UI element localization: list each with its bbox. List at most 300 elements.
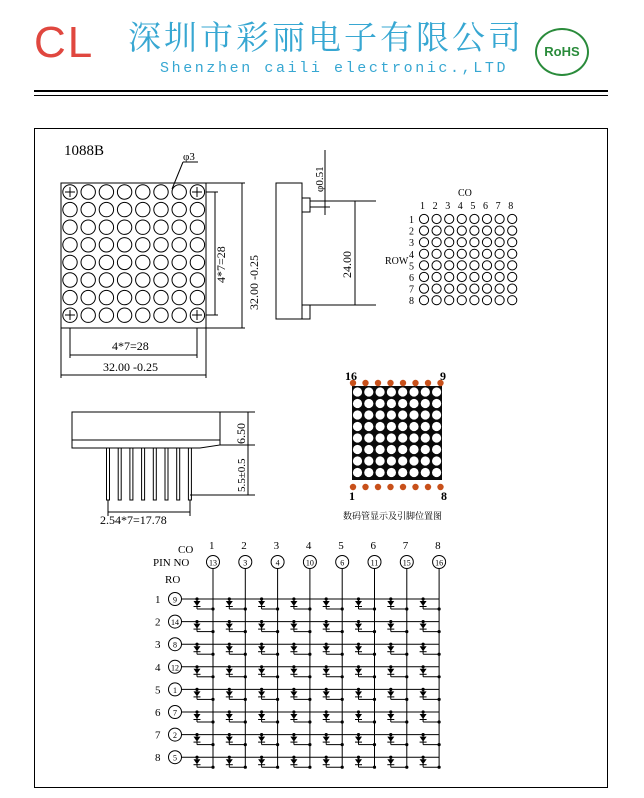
schematic-junction	[341, 675, 344, 678]
schematic-led-diode	[194, 669, 201, 674]
small-grid-row-label: 4	[409, 249, 414, 261]
photo-pin-pad-bottom	[412, 484, 418, 490]
schematic-ro-label: RO	[165, 574, 181, 586]
schematic-row-pin: 7	[173, 708, 177, 718]
pin-map-dot	[482, 238, 491, 247]
side-view-body	[276, 183, 302, 319]
front-led-dot	[154, 238, 168, 252]
schematic-led-diode	[420, 601, 427, 606]
photo-led	[421, 433, 430, 442]
pin-map-dot	[445, 296, 454, 305]
photo-pin-pad-top	[412, 380, 418, 386]
front-led-dot	[136, 308, 150, 322]
pin-map-dot	[470, 226, 479, 235]
small-grid-col-label: 2	[432, 201, 438, 212]
schematic-row-number: 1	[155, 594, 161, 606]
schematic-led-diode	[355, 646, 362, 651]
photo-led	[409, 445, 418, 454]
schematic-junction	[276, 630, 279, 633]
photo-pin-pad-top	[375, 380, 381, 386]
schematic-row-number: 5	[155, 684, 161, 697]
front-led-dot	[154, 290, 168, 304]
front-led-dot	[99, 308, 113, 322]
small-grid-row-label: 8	[409, 296, 414, 308]
schematic-led-diode	[420, 624, 427, 629]
schematic-junction	[438, 630, 441, 633]
schematic-junction	[341, 720, 344, 723]
schematic-col-number: 7	[402, 540, 409, 552]
schematic-led-diode	[194, 737, 201, 742]
front-led-dot	[136, 238, 150, 252]
pin-map-dot	[457, 238, 466, 247]
photo-led	[398, 422, 407, 431]
schematic-junction	[276, 653, 279, 656]
pin-map-dot	[445, 238, 454, 247]
pin-map-dot	[470, 272, 479, 281]
pin-map-dot	[432, 296, 441, 305]
front-led-dot	[63, 238, 77, 252]
schematic-led-diode	[290, 737, 297, 742]
pin-map-dot	[482, 226, 491, 235]
small-grid-co-label: CO	[458, 188, 472, 199]
pin-map-dot	[482, 296, 491, 305]
front-led-dot	[154, 308, 168, 322]
photo-led	[364, 456, 373, 465]
photo-led	[376, 468, 385, 477]
inner-dim-h-label: 4*7=28	[112, 339, 149, 353]
schematic-junction	[211, 698, 214, 701]
schematic-junction	[373, 720, 376, 723]
pin-map-dot	[470, 261, 479, 270]
outer-dim-h-label: 32.00 -0.25	[103, 360, 158, 374]
pin-map-dot	[419, 249, 428, 258]
photo-led	[353, 410, 362, 419]
front-led-dot	[63, 255, 77, 269]
front-led-dot	[172, 273, 186, 287]
schematic-led-diode	[323, 669, 330, 674]
schematic-led-diode	[258, 646, 265, 651]
front-led-dot	[172, 202, 186, 216]
photo-led	[353, 468, 362, 477]
schematic-junction	[438, 675, 441, 678]
schematic-row-pin: 5	[173, 753, 177, 763]
pin-map-dot	[419, 284, 428, 293]
schematic-junction	[276, 698, 279, 701]
schematic-row-number: 6	[155, 707, 161, 719]
schematic-col-pin: 6	[340, 558, 345, 568]
schematic-junction	[405, 720, 408, 723]
pin-map-dot	[470, 249, 479, 258]
pin-map-dot	[445, 249, 454, 258]
bottom-pin	[107, 448, 110, 500]
pin-map-dot	[495, 296, 504, 305]
front-led-dot	[81, 185, 95, 199]
schematic-junction	[341, 766, 344, 769]
schematic-led-diode	[258, 691, 265, 696]
pin-map-dot	[457, 261, 466, 270]
pin-map-dot	[470, 284, 479, 293]
pin-map-dot	[508, 238, 517, 247]
pin-diameter-label: φ0.51	[314, 166, 326, 192]
pin-map-dot	[457, 296, 466, 305]
photo-led	[364, 410, 373, 419]
pin-map-dot	[419, 261, 428, 270]
schematic-col-pin: 15	[402, 558, 411, 568]
schematic-junction	[308, 720, 311, 723]
pin-map-dot	[432, 272, 441, 281]
pin-map-dot	[508, 296, 517, 305]
photo-led	[387, 445, 396, 454]
schematic-led-diode	[290, 669, 297, 674]
front-led-dot	[63, 220, 77, 234]
photo-led	[432, 399, 441, 408]
schematic-col-number: 5	[338, 540, 344, 552]
front-led-dot	[81, 255, 95, 269]
pin-map-dot	[470, 238, 479, 247]
pin-map-dot	[508, 284, 517, 293]
front-led-dot	[117, 202, 131, 216]
pin-map-dot	[508, 214, 517, 223]
front-led-dot	[172, 255, 186, 269]
photo-led	[432, 456, 441, 465]
schematic-junction	[308, 630, 311, 633]
pin-map-dot	[445, 226, 454, 235]
schematic-junction	[405, 607, 408, 610]
schematic-led-diode	[420, 691, 427, 696]
schematic-junction	[211, 675, 214, 678]
photo-pin-9: 9	[440, 369, 446, 383]
front-led-dot	[117, 238, 131, 252]
schematic-junction	[308, 607, 311, 610]
small-grid-col-label: 8	[508, 201, 514, 212]
photo-led	[387, 399, 396, 408]
schematic-junction	[211, 743, 214, 746]
schematic-row-number: 2	[155, 616, 161, 629]
schematic-col-pin: 13	[209, 558, 217, 568]
pin-map-dot	[419, 272, 428, 281]
pin-map-dot	[495, 238, 504, 247]
bottom-pin	[188, 448, 191, 500]
pin-map-dot	[445, 284, 454, 293]
photo-led	[409, 468, 418, 477]
front-led-dot	[190, 255, 204, 269]
pin-map-dot	[432, 226, 441, 235]
front-led-dot	[117, 308, 131, 322]
schematic-junction	[276, 607, 279, 610]
pin-length-label: 5.5±0.5	[236, 458, 248, 492]
schematic-col-pin: 11	[370, 558, 379, 568]
photo-pin-pad-bottom	[387, 484, 393, 490]
photo-led	[398, 410, 407, 419]
photo-led	[353, 433, 362, 442]
schematic-led-diode	[194, 624, 201, 629]
schematic-co-label: CO	[178, 544, 194, 556]
photo-led	[398, 468, 407, 477]
schematic-junction	[341, 653, 344, 656]
pin-map-dot	[419, 226, 428, 235]
pin-map-dot	[482, 284, 491, 293]
front-led-dot	[154, 255, 168, 269]
schematic-led-diode	[387, 624, 394, 629]
schematic-led-diode	[226, 646, 233, 651]
schematic-led-diode	[290, 714, 297, 719]
company-name-chinese: 深圳市彩丽电子有限公司	[128, 18, 524, 57]
bottom-pin	[177, 448, 180, 500]
small-grid-col-label: 4	[457, 201, 463, 212]
schematic-row-pin: 1	[173, 685, 177, 695]
photo-caption: 数码管显示及引脚位置图	[343, 512, 443, 522]
photo-led	[409, 399, 418, 408]
schematic-led-diode	[194, 646, 201, 651]
photo-led	[387, 468, 396, 477]
photo-pin-pad-top	[425, 380, 431, 386]
photo-pin-1: 1	[349, 489, 355, 503]
schematic-junction	[308, 766, 311, 769]
photo-led	[376, 387, 385, 396]
front-led-dot	[99, 290, 113, 304]
small-grid-row-label: 2	[409, 226, 414, 238]
body-height-label: 24.00	[340, 251, 354, 278]
schematic-junction	[405, 675, 408, 678]
photo-led	[421, 422, 430, 431]
schematic-led-diode	[290, 601, 297, 606]
schematic-junction	[438, 766, 441, 769]
photo-led	[353, 399, 362, 408]
photo-led	[353, 456, 362, 465]
schematic-led-diode	[387, 646, 394, 651]
photo-led	[364, 422, 373, 431]
photo-led	[387, 422, 396, 431]
photo-pin-pad-bottom	[425, 484, 431, 490]
schematic-junction	[244, 766, 247, 769]
photo-led	[421, 456, 430, 465]
small-grid-row-label: 6	[409, 273, 414, 284]
front-led-dot	[99, 273, 113, 287]
photo-led	[409, 387, 418, 396]
schematic-row-pin: 9	[173, 595, 177, 605]
front-led-dot	[190, 202, 204, 216]
schematic-led-diode	[226, 601, 233, 606]
schematic-col-number: 3	[273, 540, 280, 552]
schematic-row-pin: 14	[171, 618, 179, 628]
pin-map-dot	[432, 261, 441, 270]
schematic-junction	[308, 675, 311, 678]
pin-map-dot	[508, 261, 517, 270]
schematic-led-diode	[420, 759, 427, 764]
schematic-led-diode	[323, 691, 330, 696]
schematic-led-diode	[355, 737, 362, 742]
schematic-junction	[341, 698, 344, 701]
photo-led	[398, 433, 407, 442]
schematic-col-number: 2	[241, 540, 247, 552]
pin-pitch-label: 2.54*7=17.78	[100, 513, 167, 527]
photo-pin-8: 8	[441, 489, 447, 503]
schematic-col-number: 8	[435, 540, 441, 552]
photo-led	[376, 399, 385, 408]
front-led-dot	[81, 273, 95, 287]
schematic-led-diode	[258, 737, 265, 742]
schematic-led-diode	[226, 669, 233, 674]
front-led-dot	[63, 202, 77, 216]
schematic-led-diode	[387, 759, 394, 764]
rohs-badge: RoHS	[535, 28, 589, 76]
schematic-col-number: 6	[370, 540, 376, 552]
schematic-junction	[373, 743, 376, 746]
photo-pin-pad-bottom	[375, 484, 381, 490]
schematic-junction	[438, 698, 441, 701]
photo-led	[387, 456, 396, 465]
schematic-led-diode	[420, 646, 427, 651]
photo-led	[364, 399, 373, 408]
schematic-junction	[341, 607, 344, 610]
pin-map-dot	[482, 261, 491, 270]
front-led-dot	[99, 255, 113, 269]
schematic-row-pin: 8	[173, 640, 177, 650]
photo-led	[398, 445, 407, 454]
photo-pin-pad-top	[400, 380, 406, 386]
photo-led	[387, 387, 396, 396]
photo-led	[432, 410, 441, 419]
schematic-junction	[438, 743, 441, 746]
schematic-junction	[244, 653, 247, 656]
pin-map-dot	[432, 214, 441, 223]
schematic-led-diode	[420, 737, 427, 742]
pin-map-dot	[508, 272, 517, 281]
schematic-led-diode	[355, 759, 362, 764]
front-view-led-grid	[63, 185, 205, 323]
schematic-led-diode	[420, 714, 427, 719]
schematic-junction	[438, 607, 441, 610]
schematic-junction	[211, 653, 214, 656]
schematic-junction	[405, 743, 408, 746]
bottom-pin	[153, 448, 156, 500]
schematic-led-diode	[258, 759, 265, 764]
small-grid-row-label: 1	[409, 215, 414, 226]
photo-led	[376, 445, 385, 454]
bottom-pin	[142, 448, 145, 500]
pin-map-dot	[457, 226, 466, 235]
front-led-dot	[81, 220, 95, 234]
pin-map-dot	[457, 249, 466, 258]
schematic-led-diode	[387, 691, 394, 696]
schematic-junction	[341, 743, 344, 746]
schematic-led-diode	[323, 714, 330, 719]
front-led-dot	[81, 238, 95, 252]
schematic-led-diode	[290, 624, 297, 629]
pin-map-dot	[495, 261, 504, 270]
front-led-dot	[154, 185, 168, 199]
side-height-label: 6.50	[234, 423, 248, 444]
front-led-dot	[136, 273, 150, 287]
schematic-led-diode	[258, 624, 265, 629]
pin-map-dot	[508, 226, 517, 235]
pin-map-dot	[457, 214, 466, 223]
schematic-junction	[438, 720, 441, 723]
schematic-led-diode	[194, 691, 201, 696]
photo-led	[409, 422, 418, 431]
schematic-junction	[405, 653, 408, 656]
pin-map-dot	[470, 214, 479, 223]
schematic-junction	[276, 720, 279, 723]
small-grid-row-label: 7	[409, 284, 414, 296]
schematic-row-number: 4	[155, 661, 161, 674]
schematic-led-diode	[323, 646, 330, 651]
schematic-junction	[244, 720, 247, 723]
photo-pin-pad-top	[362, 380, 368, 386]
schematic-junction	[308, 653, 311, 656]
schematic-led-diode	[258, 669, 265, 674]
model-number: 1088B	[64, 143, 105, 159]
front-led-dot	[99, 202, 113, 216]
photo-led	[364, 433, 373, 442]
schematic-led-diode	[290, 759, 297, 764]
schematic-led-diode	[226, 691, 233, 696]
front-led-dot	[136, 185, 150, 199]
schematic-junction	[276, 766, 279, 769]
schematic-junction	[308, 743, 311, 746]
front-led-dot	[117, 185, 131, 199]
front-led-dot	[81, 290, 95, 304]
photo-led	[421, 445, 430, 454]
schematic-row-number: 8	[155, 752, 161, 765]
front-led-dot	[190, 220, 204, 234]
company-name-english: Shenzhen caili electronic.,LTD	[160, 60, 509, 77]
schematic-led-diode	[258, 714, 265, 719]
photo-pin-pad-bottom	[362, 484, 368, 490]
photo-led	[398, 399, 407, 408]
photo-led	[432, 445, 441, 454]
bottom-view-body	[72, 412, 220, 448]
schematic-col-pin: 10	[305, 558, 314, 568]
schematic-junction	[373, 653, 376, 656]
pin-map-dot	[470, 296, 479, 305]
schematic-led-diode	[226, 714, 233, 719]
front-led-dot	[172, 220, 186, 234]
schematic-junction	[373, 766, 376, 769]
photo-led	[376, 410, 385, 419]
pin-map-dot	[432, 238, 441, 247]
photo-matrix-body	[352, 386, 442, 480]
front-led-dot	[172, 290, 186, 304]
bottom-pin	[165, 448, 168, 500]
photo-led	[421, 387, 430, 396]
schematic-junction	[405, 630, 408, 633]
small-grid-row-label: 5	[409, 261, 414, 273]
schematic-led-diode	[226, 624, 233, 629]
front-led-dot	[136, 220, 150, 234]
schematic-pin-no-label: PIN NO	[153, 557, 190, 569]
schematic-led-diode	[194, 759, 201, 764]
pin-map-dot	[495, 272, 504, 281]
pin-map-dot	[495, 284, 504, 293]
front-led-dot	[136, 255, 150, 269]
pin-map-dot	[482, 249, 491, 258]
schematic-junction	[244, 630, 247, 633]
photo-led	[432, 387, 441, 396]
pin-map-dot	[432, 249, 441, 258]
schematic-junction	[244, 698, 247, 701]
photo-pin-16: 16	[345, 369, 357, 383]
pin-map-grid	[419, 214, 516, 304]
schematic-junction	[373, 698, 376, 701]
front-led-dot	[81, 202, 95, 216]
schematic-led-diode	[226, 737, 233, 742]
small-grid-col-label: 1	[420, 201, 425, 212]
front-led-dot	[154, 273, 168, 287]
schematic-junction	[211, 607, 214, 610]
pin-map-dot	[482, 272, 491, 281]
schematic-junction	[211, 766, 214, 769]
